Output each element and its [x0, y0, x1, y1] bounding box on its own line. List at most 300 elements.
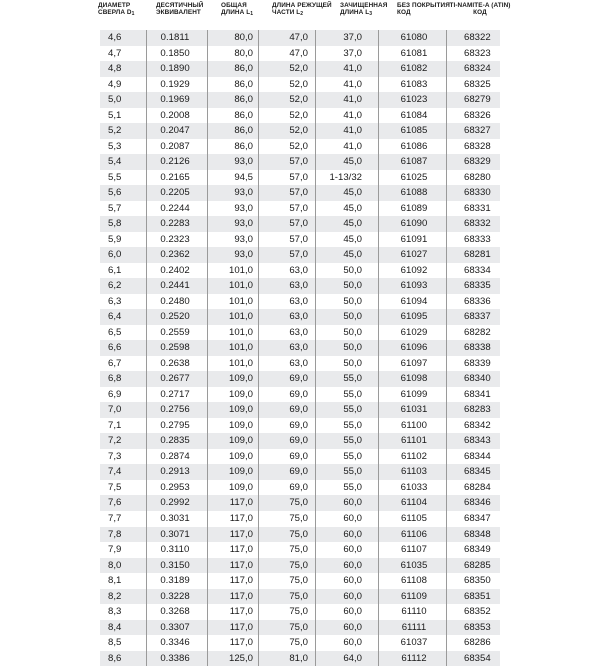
header-shank-length [340, 2, 387, 19]
cell-overall-length: 101,0 [228, 342, 253, 354]
cell-shank-length: 45,0 [343, 202, 362, 214]
header-overall-length-line2 [221, 9, 253, 18]
cell-coated-code: 68338 [464, 342, 491, 354]
cell-coated-code: 68328 [464, 140, 491, 152]
cell-overall-length: 117,0 [229, 559, 253, 571]
table-row [0, 527, 600, 543]
cell-coated-code: 68352 [464, 606, 491, 618]
column-divider [446, 651, 447, 666]
cell-flute-length: 69,0 [289, 435, 308, 447]
cell-overall-length: 86,0 [234, 125, 253, 137]
column-divider [378, 464, 379, 480]
column-divider [146, 123, 147, 139]
table-row [0, 371, 600, 387]
column-divider [446, 433, 447, 449]
cell-overall-length: 109,0 [228, 481, 253, 493]
cell-flute-length: 63,0 [289, 357, 308, 369]
cell-uncoated-code: 61112 [401, 652, 427, 664]
cell-shank-length: 45,0 [343, 218, 362, 230]
column-divider [258, 480, 259, 496]
column-divider [207, 123, 208, 139]
header-shank-length-line2-text: ДЛИНА L [340, 9, 370, 17]
cell-decimal: 0.3031 [160, 512, 190, 524]
cell-coated-code: 68329 [464, 156, 491, 168]
column-divider [146, 340, 147, 356]
cell-flute-length: 63,0 [289, 342, 308, 354]
column-divider [258, 402, 259, 418]
cell-flute-length: 57,0 [289, 187, 308, 199]
cell-diameter: 6,0 [108, 249, 122, 261]
cell-shank-length: 37,0 [343, 32, 362, 43]
column-divider [258, 527, 259, 543]
header-decimal [156, 2, 203, 17]
cell-diameter: 4,7 [108, 47, 122, 59]
column-divider [258, 46, 259, 62]
column-divider [315, 185, 316, 201]
column-divider [446, 294, 447, 310]
table-row [0, 495, 600, 511]
column-divider [258, 294, 259, 310]
cell-overall-length: 125,0 [228, 652, 253, 664]
cell-shank-length: 50,0 [343, 311, 362, 323]
column-divider [258, 620, 259, 636]
cell-shank-length: 60,0 [343, 606, 362, 618]
table-row [0, 201, 600, 217]
cell-diameter: 4,8 [108, 63, 122, 75]
header-overall-length [221, 2, 253, 19]
column-divider [258, 511, 259, 527]
cell-flute-length: 69,0 [289, 388, 308, 400]
cell-coated-code: 68331 [464, 202, 491, 214]
cell-coated-code: 68326 [464, 109, 491, 121]
column-divider [378, 651, 379, 666]
cell-shank-length: 60,0 [343, 528, 362, 540]
column-divider [446, 620, 447, 636]
cell-decimal: 0.3110 [160, 544, 190, 556]
header-diameter-line2 [98, 9, 135, 18]
column-divider [378, 635, 379, 651]
cell-uncoated-code: 61090 [400, 218, 428, 230]
column-divider [315, 449, 316, 465]
column-divider [378, 185, 379, 201]
cell-shank-length: 60,0 [343, 590, 362, 602]
column-divider [146, 201, 147, 217]
cell-overall-length: 117,0 [229, 497, 253, 509]
cell-flute-length: 63,0 [289, 295, 308, 307]
cell-decimal: 0.1811 [160, 32, 190, 43]
cell-coated-code: 68325 [464, 78, 491, 90]
cell-overall-length: 101,0 [228, 295, 253, 307]
table-row [0, 309, 600, 325]
header-diameter-line1: ДИАМЕТР [98, 2, 131, 9]
cell-decimal: 0.2677 [160, 373, 190, 385]
cell-coated-code: 68345 [464, 466, 491, 478]
cell-uncoated-code: 61081 [400, 47, 428, 59]
column-divider [258, 573, 259, 589]
cell-shank-length: 45,0 [343, 187, 362, 199]
column-divider [378, 108, 379, 124]
column-divider [446, 185, 447, 201]
column-divider [446, 123, 447, 139]
cell-coated-code: 68354 [464, 652, 491, 664]
cell-flute-length: 47,0 [289, 47, 308, 59]
column-divider [446, 371, 447, 387]
column-divider [378, 511, 379, 527]
cell-decimal: 0.2598 [160, 342, 190, 354]
cell-coated-code: 68323 [464, 47, 491, 59]
cell-diameter: 5,9 [108, 233, 122, 245]
column-divider [207, 449, 208, 465]
column-divider [446, 170, 447, 186]
column-divider [207, 139, 208, 155]
cell-diameter: 7,1 [108, 419, 122, 431]
header-decimal-line1: ДЕСЯТИЧНЫЙ [156, 2, 204, 9]
cell-diameter: 5,0 [108, 94, 122, 106]
column-divider [446, 201, 447, 217]
cell-coated-code: 68347 [464, 512, 491, 524]
cell-flute-length: 75,0 [289, 497, 308, 509]
cell-coated-code: 68349 [464, 544, 491, 556]
column-divider [207, 604, 208, 620]
cell-flute-length: 52,0 [289, 125, 308, 137]
cell-diameter: 7,2 [108, 435, 122, 447]
cell-diameter: 6,2 [108, 280, 122, 292]
column-divider [315, 495, 316, 511]
header-flute-length-subscript: 2 [300, 11, 304, 18]
cell-overall-length: 109,0 [228, 466, 253, 478]
cell-shank-length: 41,0 [343, 140, 362, 152]
column-divider [207, 170, 208, 186]
column-divider [146, 371, 147, 387]
column-divider [207, 589, 208, 605]
cell-shank-length: 55,0 [343, 388, 362, 400]
cell-diameter: 7,0 [108, 404, 122, 416]
cell-overall-length: 101,0 [228, 311, 253, 323]
cell-diameter: 5,1 [108, 109, 122, 121]
cell-shank-length: 64,0 [343, 652, 362, 664]
cell-diameter: 8,4 [108, 621, 122, 633]
cell-diameter: 4,6 [108, 32, 122, 43]
table-row [0, 216, 600, 232]
column-divider [378, 527, 379, 543]
column-divider [207, 635, 208, 651]
column-divider [146, 402, 147, 418]
cell-flute-length: 57,0 [289, 218, 308, 230]
cell-decimal: 0.1890 [160, 63, 190, 75]
cell-flute-length: 69,0 [289, 419, 308, 431]
table-row [0, 263, 600, 279]
cell-uncoated-code: 61095 [400, 311, 428, 323]
column-divider [315, 92, 316, 108]
cell-diameter: 5,2 [108, 125, 122, 137]
column-divider [446, 604, 447, 620]
column-divider [378, 589, 379, 605]
cell-shank-length: 60,0 [343, 497, 362, 509]
column-divider [207, 216, 208, 232]
column-divider [315, 30, 316, 46]
cell-shank-length: 55,0 [343, 373, 362, 385]
cell-flute-length: 52,0 [289, 109, 308, 121]
cell-decimal: 0.3307 [160, 621, 190, 633]
cell-uncoated-code: 61103 [401, 466, 427, 478]
column-divider [258, 371, 259, 387]
header-flute-length [272, 2, 332, 19]
column-divider [446, 635, 447, 651]
column-divider [146, 61, 147, 77]
column-divider [315, 651, 316, 666]
cell-shank-length: 55,0 [343, 450, 362, 462]
column-divider [146, 278, 147, 294]
cell-flute-length: 81,0 [289, 652, 308, 664]
cell-flute-length: 63,0 [289, 280, 308, 292]
column-divider [258, 651, 259, 666]
column-divider [207, 92, 208, 108]
header-shank-length-subscript: 3 [369, 11, 373, 18]
cell-decimal: 0.2323 [160, 233, 190, 245]
table-row [0, 247, 600, 263]
column-divider [146, 387, 147, 403]
cell-shank-length: 50,0 [343, 280, 362, 292]
column-divider [446, 402, 447, 418]
cell-decimal: 0.2559 [160, 326, 190, 338]
column-divider [315, 589, 316, 605]
cell-decimal: 0.1850 [160, 47, 190, 59]
table-row [0, 573, 600, 589]
cell-uncoated-code: 61033 [400, 481, 428, 493]
cell-coated-code: 68279 [464, 94, 491, 106]
cell-shank-length: 41,0 [343, 109, 362, 121]
column-divider [146, 651, 147, 666]
column-divider [378, 77, 379, 93]
column-divider [146, 309, 147, 325]
column-divider [258, 263, 259, 279]
cell-overall-length: 109,0 [228, 404, 253, 416]
column-divider [146, 108, 147, 124]
cell-shank-length: 50,0 [343, 326, 362, 338]
cell-flute-length: 57,0 [289, 233, 308, 245]
table-row [0, 558, 600, 574]
cell-overall-length: 101,0 [228, 326, 253, 338]
cell-flute-length: 75,0 [289, 606, 308, 618]
column-divider [378, 139, 379, 155]
table-row [0, 542, 600, 558]
cell-decimal: 0.3386 [160, 652, 190, 664]
column-divider [258, 216, 259, 232]
cell-uncoated-code: 61080 [400, 32, 428, 43]
cell-diameter: 7,3 [108, 450, 122, 462]
column-divider [207, 387, 208, 403]
cell-shank-length: 60,0 [343, 575, 362, 587]
cell-overall-length: 109,0 [228, 450, 253, 462]
column-divider [146, 232, 147, 248]
column-divider [146, 573, 147, 589]
cell-decimal: 0.3346 [160, 637, 190, 649]
column-divider [378, 356, 379, 372]
column-divider [378, 232, 379, 248]
column-divider [315, 170, 316, 186]
cell-overall-length: 117,0 [229, 621, 253, 633]
cell-uncoated-code: 61094 [400, 295, 428, 307]
column-divider [146, 185, 147, 201]
cell-diameter: 6,9 [108, 388, 122, 400]
column-divider [207, 77, 208, 93]
column-divider [446, 495, 447, 511]
cell-diameter: 5,5 [108, 171, 122, 183]
cell-shank-length: 55,0 [343, 419, 362, 431]
column-divider [378, 154, 379, 170]
column-divider [378, 402, 379, 418]
column-divider [446, 449, 447, 465]
cell-decimal: 0.3228 [160, 590, 190, 602]
column-divider [446, 278, 447, 294]
column-divider [315, 61, 316, 77]
column-divider [258, 433, 259, 449]
cell-decimal: 0.2441 [160, 280, 190, 292]
cell-coated-code: 68341 [464, 388, 491, 400]
cell-diameter: 8,0 [108, 559, 122, 571]
cell-diameter: 5,7 [108, 202, 122, 214]
cell-overall-length: 93,0 [234, 218, 253, 230]
cell-uncoated-code: 61104 [401, 497, 427, 509]
column-divider [315, 620, 316, 636]
cell-decimal: 0.2520 [160, 311, 190, 323]
cell-uncoated-code: 61031 [400, 404, 428, 416]
cell-shank-length: 50,0 [343, 342, 362, 354]
column-divider [258, 30, 259, 46]
column-divider [146, 294, 147, 310]
cell-overall-length: 86,0 [234, 109, 253, 121]
column-divider [207, 201, 208, 217]
cell-decimal: 0.2126 [160, 156, 190, 168]
column-divider [378, 309, 379, 325]
column-divider [258, 495, 259, 511]
cell-uncoated-code: 61100 [401, 419, 427, 431]
column-divider [207, 418, 208, 434]
column-divider [315, 278, 316, 294]
cell-shank-length: 41,0 [343, 78, 362, 90]
cell-flute-length: 69,0 [289, 450, 308, 462]
column-divider [315, 247, 316, 263]
cell-diameter: 8,1 [108, 575, 122, 587]
table-row [0, 278, 600, 294]
table-row [0, 589, 600, 605]
column-divider [315, 542, 316, 558]
cell-flute-length: 69,0 [289, 404, 308, 416]
cell-overall-length: 93,0 [234, 187, 253, 199]
column-divider [446, 480, 447, 496]
column-divider [446, 340, 447, 356]
cell-diameter: 8,3 [108, 606, 122, 618]
cell-overall-length: 94,5 [234, 171, 253, 183]
column-divider [146, 356, 147, 372]
column-divider [258, 449, 259, 465]
column-divider [378, 340, 379, 356]
column-divider [378, 480, 379, 496]
table-row [0, 480, 600, 496]
column-divider [378, 216, 379, 232]
column-divider [146, 589, 147, 605]
column-divider [378, 201, 379, 217]
cell-flute-length: 57,0 [289, 249, 308, 261]
cell-overall-length: 117,0 [229, 528, 253, 540]
column-divider [378, 558, 379, 574]
column-divider [446, 263, 447, 279]
cell-coated-code: 68348 [464, 528, 491, 540]
cell-uncoated-code: 61097 [400, 357, 428, 369]
column-divider [378, 123, 379, 139]
cell-uncoated-code: 61025 [400, 171, 428, 183]
column-divider [315, 558, 316, 574]
column-divider [446, 325, 447, 341]
column-divider [146, 495, 147, 511]
cell-diameter: 7,9 [108, 544, 122, 556]
cell-coated-code: 68330 [464, 187, 491, 199]
column-divider [315, 46, 316, 62]
cell-diameter: 5,3 [108, 140, 122, 152]
cell-shank-length: 1-13/32 [329, 171, 362, 183]
cell-overall-length: 101,0 [228, 264, 253, 276]
table-row [0, 185, 600, 201]
cell-coated-code: 68333 [464, 233, 491, 245]
cell-shank-length: 55,0 [343, 404, 362, 416]
cell-decimal: 0.2087 [160, 140, 190, 152]
table-header [0, 0, 600, 30]
column-divider [207, 511, 208, 527]
cell-shank-length: 45,0 [343, 233, 362, 245]
cell-decimal: 0.2638 [160, 357, 190, 369]
column-divider [207, 263, 208, 279]
header-overall-length-subscript: 1 [250, 11, 254, 18]
column-divider [258, 92, 259, 108]
cell-coated-code: 68285 [464, 559, 491, 571]
column-divider [207, 325, 208, 341]
column-divider [207, 108, 208, 124]
column-divider [378, 573, 379, 589]
cell-diameter: 7,5 [108, 481, 122, 493]
column-divider [446, 387, 447, 403]
cell-uncoated-code: 61111 [401, 621, 427, 633]
cell-coated-code: 68342 [464, 419, 491, 431]
column-divider [146, 558, 147, 574]
cell-diameter: 4,9 [108, 78, 122, 90]
column-divider [258, 635, 259, 651]
cell-flute-length: 52,0 [289, 140, 308, 152]
cell-flute-length: 57,0 [289, 202, 308, 214]
column-divider [378, 263, 379, 279]
cell-coated-code: 68344 [464, 450, 491, 462]
cell-coated-code: 68335 [464, 280, 491, 292]
cell-overall-length: 109,0 [228, 388, 253, 400]
column-divider [146, 635, 147, 651]
cell-uncoated-code: 61096 [400, 342, 428, 354]
cell-flute-length: 75,0 [289, 637, 308, 649]
cell-flute-length: 63,0 [289, 326, 308, 338]
cell-decimal: 0.3071 [160, 528, 190, 540]
column-divider [315, 387, 316, 403]
column-divider [207, 558, 208, 574]
cell-shank-length: 60,0 [343, 512, 362, 524]
column-divider [146, 511, 147, 527]
column-divider [146, 30, 147, 46]
cell-decimal: 0.3150 [160, 559, 190, 571]
column-divider [207, 356, 208, 372]
column-divider [446, 232, 447, 248]
column-divider [207, 464, 208, 480]
cell-diameter: 6,7 [108, 357, 122, 369]
column-divider [315, 418, 316, 434]
column-divider [315, 139, 316, 155]
column-divider [315, 216, 316, 232]
